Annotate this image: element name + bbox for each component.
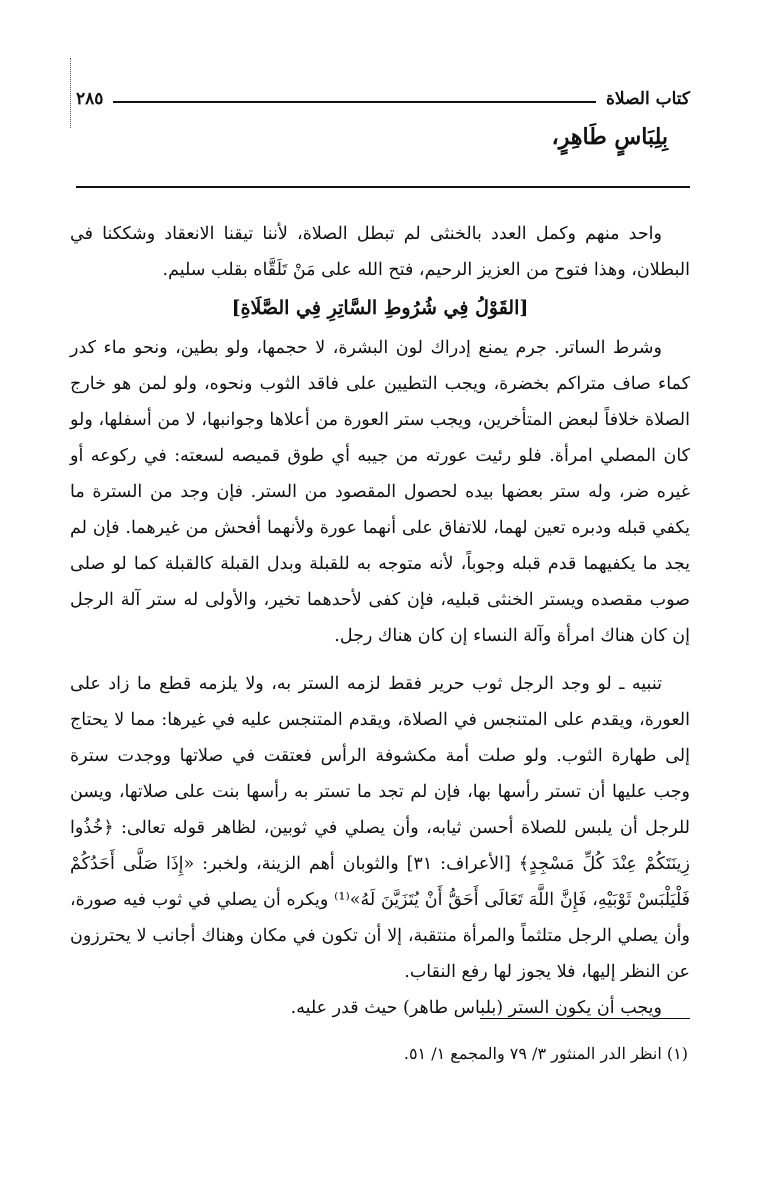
main-text-excerpt: بِلِبَاسٍ طَاهِرٍ، bbox=[551, 124, 668, 150]
paragraph-4: ويجب أن يكون الستر (بلباس طاهر) حيث قدر عليه. bbox=[290, 998, 662, 1018]
paragraph-1: واحد منهم وكمل العدد بالخنثى لم تبطل الصلاة، لأننا تيقنا الانعقاد وشككنا في البطلان، وهذا فتوح من العزيز الرحيم، فتح الله على مَنْ تَلَقَّاه بقلب سليم. bbox=[70, 224, 690, 280]
section-heading: [القَوْلُ فِي شُرُوطِ السَّاتِرِ فِي الصَّلَاةِ] bbox=[231, 297, 529, 319]
footnote: (١) انظر الدر المنثور ٣/ ٧٩ والمجمع ١/ ٥١. bbox=[403, 1044, 688, 1063]
page-number: ٢٨٥ bbox=[76, 89, 104, 109]
paragraph-2: وشرط الساتر. جرم يمنع إدراك لون البشرة، لا حجمها، ولو بطين، ونحو ماء كدر كماء صاف متراكم بخضرة، ويجب التطيين على فاقد الثوب ونحوه، ولو لمن هو خارج الصلاة خلافاً لبعض المتأخرين، ويجب ستر العورة من أعلاها وجوانبها، لا من أسفلها، ولو كان المصلي امرأة. فلو رئيت عورته من جيبه أي طوق قميصه لسعته: في ركوعه أو غيره ضر، وله ستر بعضها بيده لحصول المقصود من الستر. فإن وجد من السترة ما يكفي قبله ودبره تعين لهما، للاتفاق على أنهما عورة ولأنهما أفحش من غيرهما. فإن لم يجد ما يكفيهما قدم قبله وجوباً، لأنه متوجه به للقبلة وبدل القبلة كالقبلة كما لو صلى صوب مقصده ويستر الخنثى قبليه، فإن كفى لأحدهما تخير، والأولى له ستر آلة الرجل إن كان هناك امرأة وآلة النساء إن كان هناك رجل. bbox=[70, 338, 690, 646]
header-rule bbox=[113, 101, 596, 103]
commentary-body bbox=[70, 216, 690, 1026]
separator-rule bbox=[76, 186, 690, 188]
chapter-title: كتاب الصلاة bbox=[605, 89, 690, 109]
running-header bbox=[76, 84, 690, 114]
footnote-rule bbox=[480, 1018, 690, 1019]
margin-marks bbox=[70, 58, 75, 128]
paragraph-3: تنبيه ـ لو وجد الرجل ثوب حرير فقط لزمه الستر به، ولا يلزمه قطع ما زاد على العورة، ويقدم على المتنجس في الصلاة، ويقدم المتنجس عليه في غيرها: مما لا يحتاج إلى طهارة الثوب. ولو صلت أمة مكشوفة الرأس فعتقت في صلاتها ووجدت سترة وجب عليها أن تستر رأسها بها، فإن لم تجد ما تستر به رأسها بنت على صلاتها، ويسن للرجل أن يلبس للصلاة أحسن ثيابه، وأن يصلي في ثوبين، لظاهر قوله تعالى: ﴿خُذُوا زِينَتَكُمْ عِنْدَ كُلِّ مَسْجِدٍ﴾ [الأعراف: ٣١] والثوبان أهم الزينة، ولخبر: «إِذَا صَلَّى أَحَدُكُمْ فَلْيَلْبَسْ ثَوْبَيْهِ، فَإِنَّ اللَّهَ تَعَالَى أَحَقُّ أَنْ يُتَزَيَّنَ لَهُ»⁽¹⁾ ويكره أن يصلي في ثوب فيه صورة، وأن يصلي الرجل متلثماً والمرأة منتقبة، إلا أن تكون في مكان وهناك أجانب لا يحترزون عن النظر إليها، فلا يجوز لها رفع النقاب. bbox=[70, 674, 691, 982]
